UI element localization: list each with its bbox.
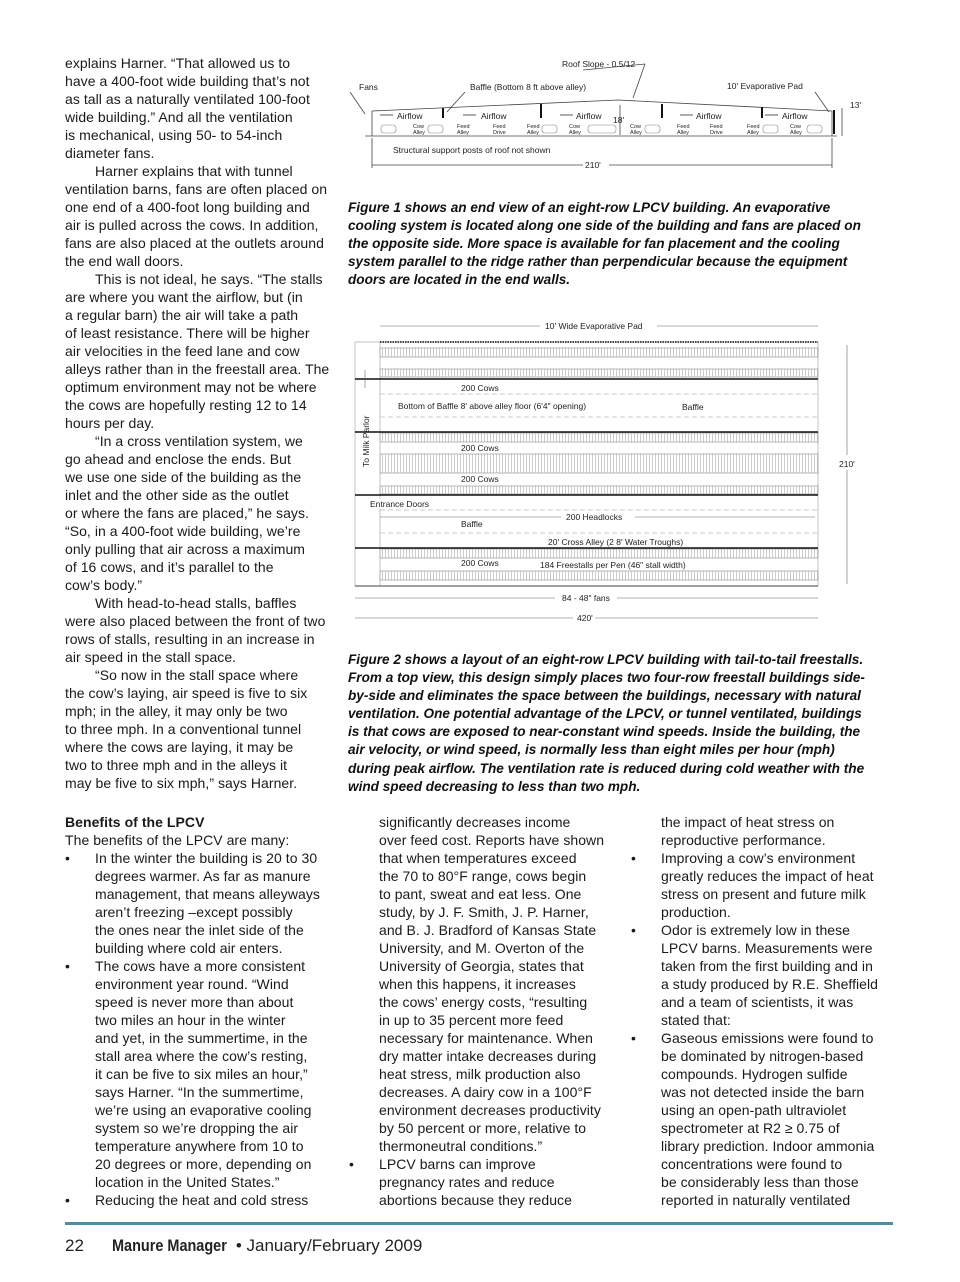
caption-line: air velocity, or wind speed, is normally less than eight miles per hour (mph) <box>348 742 835 758</box>
text-line: as tall as a naturally ventilated 100-foot <box>65 91 310 107</box>
caption-line: during peak airflow. The ventilation rate is reduced during cold weather with the <box>348 760 865 776</box>
text-line: explains Harner. “That allowed us to <box>65 55 291 71</box>
text-line: “So, in a 400-foot wide building, we’re <box>65 523 301 539</box>
fig1-airflow: Airflow <box>481 111 507 121</box>
text-line: Harner explains that with tunnel <box>95 163 293 179</box>
text-line: ventilation barns, fans are often placed on <box>65 181 328 197</box>
text-line: pregnancy rates and reduce <box>379 1174 555 1190</box>
text-line: were also placed between the front of two <box>65 613 326 629</box>
text-line: significantly decreases income <box>379 814 571 830</box>
text-line: the impact of heat stress on <box>661 814 835 830</box>
text-line: optimum environment may not be where <box>65 379 317 395</box>
text-line: greatly reduces the impact of heat <box>661 868 874 884</box>
text-line: rows of stalls, resulting in an increase in <box>65 631 315 647</box>
text-line: heat stress, milk production also <box>379 1066 581 1082</box>
text-line: and B. J. Bradford of Kansas State <box>379 922 597 938</box>
fig2-headlocks: 200 Headlocks <box>566 512 623 522</box>
text-line: was not detected inside the barn <box>661 1084 865 1100</box>
fig1-roof-slope: Roof Slope - 0.5/12 <box>562 59 636 69</box>
caption-line: by-side and eliminates the space between the buildings, necessary with natural <box>348 688 861 704</box>
text-line: “So now in the stall space where <box>95 667 299 683</box>
text-line: the cow’s laying, air speed is five to six <box>65 685 308 701</box>
figure-1-end-view <box>345 50 895 175</box>
bullet-icon: • <box>65 958 70 974</box>
text-line: the end wall doors. <box>65 253 184 269</box>
fig1-height-13: 13' <box>850 100 862 110</box>
fig2-entrance-doors: Entrance Doors <box>370 499 430 509</box>
caption-line: Figure 2 shows a layout of an eight-row LPCV building with tail-to-tail freestalls. <box>348 652 864 667</box>
fig2-evap-pad: 10' Wide Evaporative Pad <box>545 321 643 331</box>
text-line: be considerably less than those <box>661 1174 859 1190</box>
text-line: using an open-path ultraviolet <box>661 1102 847 1118</box>
text-line: or where the fans are placed,” he says. <box>65 505 309 521</box>
text-line: over feed cost. Reports have shown <box>379 832 605 848</box>
text-line: University, and M. Overton of the <box>379 940 585 956</box>
text-line: mph; in the alley, it may only be two <box>65 703 288 719</box>
caption-line: is that cows are exposed to near-constant wind speeds. Inside the building, the <box>348 724 861 740</box>
footer-separator: • <box>235 1236 242 1255</box>
text-line: says Harner. “In the summertime, <box>95 1084 304 1100</box>
text-line: are where you want the airflow, but (in <box>65 289 303 305</box>
figure-1-caption <box>348 199 898 289</box>
fig1-airflow: Airflow <box>782 111 808 121</box>
text-line: it can be five to six miles an hour,” <box>95 1066 308 1082</box>
text-line: air velocities in the feed lane and cow <box>65 343 300 359</box>
text-line: diameter fans. <box>65 145 155 161</box>
fig1-support-note: Structural support posts of roof not shown <box>393 145 551 155</box>
fig1-zone-label: Feed <box>527 124 540 130</box>
text-line: to three mph. In a conventional tunnel <box>65 721 302 737</box>
bullet-icon: • <box>65 1192 70 1208</box>
fig1-zone-label: Alley <box>747 130 759 136</box>
text-line: a regular barn) the air will take a path <box>65 307 299 323</box>
text-line: cow’s body.” <box>65 577 143 593</box>
text-line: library prediction. Indoor ammonia <box>661 1138 875 1154</box>
text-line: thermoneutral conditions.” <box>379 1138 543 1154</box>
text-line: concentrations were found to <box>661 1156 843 1172</box>
text-line: environment decreases productivity <box>379 1102 601 1118</box>
text-line: and a team of scientists, it was <box>661 994 854 1010</box>
text-line: the cows are hopefully resting 12 to 14 <box>65 397 307 413</box>
footer-rule <box>65 1222 893 1225</box>
figure-2-top-view <box>345 310 895 630</box>
text-line: With head-to-head stalls, baffles <box>95 595 297 611</box>
text-line: spectrometer at R2 ≥ 0.75 of <box>661 1120 840 1136</box>
figure-2-caption <box>348 651 898 796</box>
fig1-airflow: Airflow <box>696 111 722 121</box>
text-line: stated that: <box>661 1012 731 1028</box>
text-line: stall area where the cow’s resting, <box>95 1048 308 1064</box>
text-line: a study produced by R.E. Sheffield <box>661 976 879 992</box>
text-line: production. <box>661 904 731 920</box>
magazine-name: Manure Manager <box>112 1236 227 1255</box>
fig1-zone-label: Feed <box>493 124 506 130</box>
fig2-length: 420' <box>577 613 593 623</box>
issue-date: January/February 2009 <box>246 1236 423 1255</box>
fig1-fans-label: Fans <box>359 82 378 92</box>
text-line: the 70 to 80°F range, cows begin <box>379 868 587 884</box>
text-line: where the cows are laying, it may be <box>65 739 294 755</box>
fig1-evap-pad-label: 10' Evaporative Pad <box>727 81 803 91</box>
fig1-zone-label: Alley <box>790 130 802 136</box>
text-line: reproductive performance. <box>661 832 826 848</box>
text-line: inlet and the other side as the outlet <box>65 487 289 503</box>
text-line: management, that means alleyways <box>95 886 320 902</box>
text-line: The cows have a more consistent <box>95 958 306 974</box>
fig2-baffle-label: Baffle <box>461 519 483 529</box>
text-line: two to three mph and in the alleys it <box>65 757 288 773</box>
text-line: In the winter the building is 20 to 30 <box>95 850 318 866</box>
fig1-zone-label: Drive <box>493 130 506 136</box>
page-footer <box>65 1236 422 1256</box>
text-line: may be five to six mph,” says Harner. <box>65 775 298 791</box>
bullet-icon: • <box>631 1030 636 1046</box>
bullet-icon: • <box>65 850 70 866</box>
text-line: dry matter intake decreases during <box>379 1048 597 1064</box>
text-line: have a 400-foot wide building that’s not <box>65 73 310 89</box>
fig2-width: 210' <box>839 459 855 469</box>
text-line: in up to 35 percent more feed <box>379 1012 564 1028</box>
text-line: the ones near the inlet side of the <box>95 922 304 938</box>
text-line: air is pulled across the cows. In addition, <box>65 217 319 233</box>
text-line: air speed in the stall space. <box>65 649 237 665</box>
text-line: compounds. Hydrogen sulfide <box>661 1066 848 1082</box>
text-line: 20 degrees or more, depending on <box>95 1156 312 1172</box>
text-line: fans are also placed at the outlets around <box>65 235 324 251</box>
text-line: go ahead and enclose the ends. But <box>65 451 291 467</box>
fig2-cross-alley: 20' Cross Alley (2 8' Water Troughs) <box>548 537 684 547</box>
text-line: only pulling that air across a maximum <box>65 541 305 557</box>
fig2-cows-label: 200 Cows <box>461 443 499 453</box>
text-line: speed is never more than about <box>95 994 294 1010</box>
fig2-cows-label: 200 Cows <box>461 383 499 393</box>
caption-line: the opposite side. More space is available for fan placement and the cooling <box>348 236 840 252</box>
fig1-zone-label: Cow <box>413 124 425 130</box>
text-line: the cows’ energy costs, “resulting <box>379 994 588 1010</box>
text-line: The benefits of the LPCV are many: <box>65 832 290 848</box>
fig2-freestalls: 184 Freestalls per Pen (46" stall width) <box>540 560 686 570</box>
text-line: LPCV barns can improve <box>379 1156 536 1172</box>
fig2-fans: 84 - 48" fans <box>562 593 610 603</box>
text-line: when this happens, it increases <box>379 976 576 992</box>
caption-line: Figure 1 shows an end view of an eight-row LPCV building. An evaporative <box>348 200 831 215</box>
text-line: temperature anywhere from 10 to <box>95 1138 304 1154</box>
text-line: be dominated by nitrogen-based <box>661 1048 864 1064</box>
fig2-cows-label: 200 Cows <box>461 474 499 484</box>
text-line: aren’t freezing –except possibly <box>95 904 293 920</box>
text-line: This is not ideal, he says. “The stalls <box>95 271 323 287</box>
fig1-zone-label: Alley <box>677 130 689 136</box>
fig1-zone-label: Feed <box>747 124 760 130</box>
text-line: “In a cross ventilation system, we <box>95 433 303 449</box>
text-line: Odor is extremely low in these <box>661 922 851 938</box>
bullet-icon: • <box>631 922 636 938</box>
fig1-baffle-label: Baffle (Bottom 8 ft above alley) <box>470 82 587 92</box>
text-line: by 50 percent or more, relative to <box>379 1120 587 1136</box>
text-line: that when temperatures exceed <box>379 850 577 866</box>
text-line: Gaseous emissions were found to <box>661 1030 874 1046</box>
text-line: decreases. A dairy cow in a 100°F <box>379 1084 592 1100</box>
text-line: reported in naturally ventilated <box>661 1192 851 1208</box>
caption-line: system parallel to the ridge rather than perpendicular because the equipment <box>348 254 848 270</box>
fig1-zone-label: Alley <box>569 130 581 136</box>
text-line: one end of a 400-foot long building and <box>65 199 310 215</box>
fig1-height-18: 18' <box>613 115 625 125</box>
text-line: wide building.” And all the ventilation <box>65 109 293 125</box>
text-line: LPCV barns. Measurements were <box>661 940 873 956</box>
page-number: 22 <box>65 1236 84 1255</box>
fig1-zone-label: Cow <box>790 124 802 130</box>
text-line: we use one side of the building as the <box>65 469 302 485</box>
fig1-zone-label: Feed <box>677 124 690 130</box>
text-line: of least resistance. There will be higher <box>65 325 310 341</box>
fig1-zone-label: Feed <box>457 124 470 130</box>
text-line: location in the United States.” <box>95 1174 280 1190</box>
text-line: University of Georgia, states that <box>379 958 584 974</box>
text-line: two miles an hour in the winter <box>95 1012 286 1028</box>
caption-line: ventilation. One potential advantage of the LPCV, or tunnel ventilated, buildings <box>348 706 862 722</box>
fig1-width: 210' <box>585 160 601 170</box>
text-line: Improving a cow’s environment <box>661 850 856 866</box>
fig1-airflow: Airflow <box>397 111 423 121</box>
text-line: degrees warmer. As far as manure <box>95 868 311 884</box>
text-line: study, by J. F. Smith, J. P. Harner, <box>379 904 589 920</box>
text-line: stress on present and future milk <box>661 886 866 902</box>
text-line: of 16 cows, and it’s parallel to the <box>65 559 274 575</box>
bullet-icon: • <box>631 850 636 866</box>
fig2-cows-label: 200 Cows <box>461 558 499 568</box>
text-line: hours per day. <box>65 415 155 431</box>
fig2-milk-parlor: To Milk Parlor <box>361 415 371 467</box>
bullet-icon: • <box>349 1156 354 1172</box>
fig1-zone-label: Alley <box>413 130 425 136</box>
text-line: necessary for maintenance. When <box>379 1030 593 1046</box>
fig1-zone-label: Feed <box>710 124 723 130</box>
text-line: environment year round. “Wind <box>95 976 289 992</box>
fig1-airflow: Airflow <box>576 111 602 121</box>
text-line: Reducing the heat and cold stress <box>95 1192 309 1208</box>
caption-line: cooling system is located along one side of the building and fans are placed on <box>348 218 861 234</box>
fig1-zone-label: Cow <box>630 124 642 130</box>
text-line: taken from the first building and in <box>661 958 873 974</box>
fig2-baffle-bottom: Bottom of Baffle 8' above alley floor (6'4" opening) <box>398 401 587 411</box>
caption-line: wind speed decreasing to less than two mph. <box>348 778 641 794</box>
section-heading: Benefits of the LPCV <box>65 814 205 830</box>
caption-line: doors are located in the end walls. <box>348 272 571 288</box>
text-line: system so we’re dropping the air <box>95 1120 299 1136</box>
fig1-zone-label: Drive <box>710 130 723 136</box>
fig1-zone-label: Alley <box>457 130 469 136</box>
fig1-zone-label: Alley <box>527 130 539 136</box>
text-line: we’re using an evaporative cooling <box>95 1102 312 1118</box>
fig1-zone-label: Alley <box>630 130 642 136</box>
fig1-zone-label: Cow <box>569 124 581 130</box>
text-line: and yet, in the summertime, in the <box>95 1030 308 1046</box>
text-line: alleys rather than in the freestall area. The <box>65 361 330 377</box>
text-line: abortions because they reduce <box>379 1192 572 1208</box>
text-line: is mechanical, using 50- to 54-inch <box>65 127 283 143</box>
text-line: to pant, sweat and eat less. One <box>379 886 582 902</box>
text-line: building where cold air enters. <box>95 940 283 956</box>
caption-line: From a top view, this design simply places two four-row freestall buildings side- <box>348 670 865 686</box>
fig2-baffle-label: Baffle <box>682 402 704 412</box>
